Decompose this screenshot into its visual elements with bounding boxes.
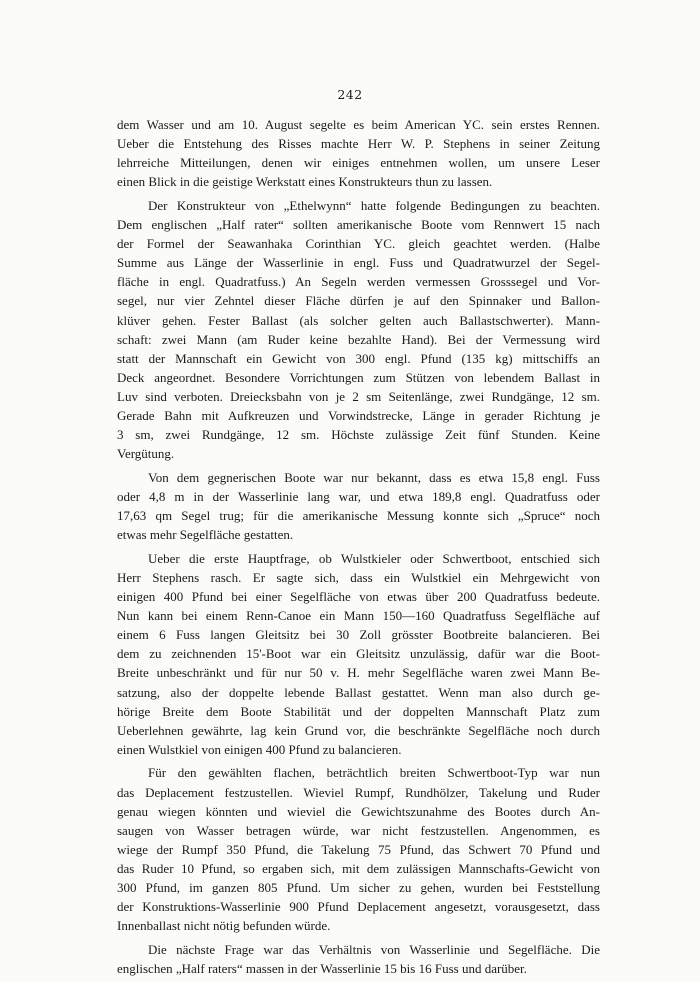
text-line: fläche in engl. Quadratfuss.) An Segeln werden vermessen Grosssegel und Vor-	[117, 274, 600, 290]
text-line: einem 6 Fuss langen Gleitsitz bei 30 Zoll grösster Bootbreite balancieren. Bei	[117, 627, 600, 643]
text-line: satzung, also der doppelte lebende Ballast gestattet. Wenn man also durch ge-	[117, 684, 600, 700]
text-line: Ueber die Entstehung des Risses machte Herr W. P. Stephens in seiner Zeitung	[117, 136, 600, 152]
text-line: etwas mehr Segelfläche gestatten.	[117, 527, 294, 543]
text-line: Von dem gegnerischen Boote war nur bekannt, dass es etwa 15,8 engl. Fuss	[148, 469, 600, 485]
text-line: einen Wulstkiel von einigen 400 Pfund zu balancieren.	[117, 741, 402, 757]
text-line: Deck angeordnet. Besondere Vorrichtungen zum Stützen von lebendem Ballast in	[117, 369, 600, 385]
paragraph	[117, 115, 600, 191]
text-line: saugen von Wasser betragen würde, war nicht festzustellen. Angenommen, es	[117, 822, 600, 838]
text-line: Für den gewählten flachen, beträchtlich breiten Schwertboot-Typ war nun	[148, 765, 600, 781]
text-line: Innenballast nicht nötig befunden würde.	[117, 918, 331, 934]
text-line: schaft: zwei Mann (am Ruder keine bezahlte Hand). Bei der Vermessung wird	[117, 331, 600, 347]
text-line: das Deplacement festzustellen. Wieviel Rumpf, Rundhölzer, Takelung und Ruder	[117, 784, 600, 800]
page-number: 242	[337, 87, 363, 102]
text-line: einigen 400 Pfund bei einer Segelfläche von etwas über 200 Quadratfuss bedeute.	[117, 589, 600, 605]
text-line: Herr Stephens rasch. Er sagte sich, dass ein Wulstkiel ein Mehrgewicht von	[117, 569, 600, 585]
text-line: das Ruder 10 Pfund, so ergaben sich, mit dem zulässigen Mannschafts-Gewicht von	[117, 860, 600, 876]
text-line: Die nächste Frage war das Verhältnis von Wasserlinie und Segelfläche. Die	[148, 941, 600, 957]
text-line: englischen „Half raters“ massen in der Wasserlinie 15 bis 16 Fuss und darüber.	[117, 961, 527, 976]
text-line: genau wiegen könnten und wieviel die Gewichtszunahme des Bootes durch An-	[117, 803, 600, 819]
text-body	[117, 115, 600, 983]
paragraph	[117, 468, 600, 544]
text-line: Gerade Bahn mit Aufkreuzen und Vorwindstrecke, Länge in gerader Richtung je	[117, 408, 600, 423]
text-line: der Konstruktions-Wasserlinie 900 Pfund Deplacement angesetzt, vorausgesetzt, dass	[117, 899, 600, 915]
text-line: 3 sm, zwei Rundgänge, 12 sm. Höchste zulässige Zeit fünf Stunden. Keine	[117, 427, 600, 443]
paragraph	[117, 940, 600, 978]
text-line: dem Wasser und am 10. August segelte es beim American YC. sein erstes Rennen.	[117, 117, 600, 132]
text-line: der Formel der Seawanhaka Corinthian YC. gleich geachtet werden. (Halbe	[117, 236, 600, 252]
text-line: oder 4,8 m in der Wasserlinie lang war, und etwa 189,8 engl. Quadratfuss oder	[117, 488, 600, 504]
text-line: Vergütung.	[117, 446, 175, 462]
text-line: hörige Breite dem Boote Stabilität und der doppelten Mannschaft Platz zum	[117, 703, 600, 719]
text-line: dem zu zeichnenden 15'-Boot war ein Gleitsitz unzulässig, dafür war die Boot-	[117, 646, 600, 662]
paragraph	[117, 763, 600, 935]
text-line: Nun kann bei einem Renn-Canoe ein Mann 150—160 Quadratfuss Segelfläche auf	[117, 608, 600, 624]
text-line: statt der Mannschaft ein Gewicht von 300 engl. Pfund (135 kg) mittschiffs an	[117, 350, 600, 366]
text-line: Dem englischen „Half rater“ sollten amerikanische Boote vom Rennwert 15 nach	[117, 217, 600, 233]
text-line: Breite unbeschränkt und für nur 50 v. H. mehr Segelfläche waren zwei Mann Be-	[117, 665, 600, 681]
text-line: Der Konstrukteur von „Ethelwynn“ hatte folgende Bedingungen zu beachten.	[148, 197, 600, 213]
paragraph	[117, 196, 600, 463]
text-line: einen Blick in die geistige Werkstatt eines Konstrukteurs thun zu lassen.	[117, 174, 493, 190]
text-line: segel, nur vier Zehntel dieser Fläche dürfen je auf den Spinnaker und Ballon-	[117, 293, 600, 309]
paragraph	[117, 549, 600, 759]
text-line: 300 Pfund, im ganzen 805 Pfund. Um sicher zu gehen, wurden bei Feststellung	[117, 880, 600, 896]
text-line: 17,63 qm Segel trug; für die amerikanische Messung konnte sich „Spruce“ noch	[117, 508, 600, 524]
text-line: lehrreiche Mitteilungen, denen wir einiges entnehmen wollen, um unsere Leser	[117, 155, 600, 171]
text-line: Luv sind verboten. Dreiecksbahn von je 2 sm Seitenlänge, zwei Rundgänge, 12 sm.	[117, 388, 600, 404]
text-line: klüver gehen. Fester Ballast (als solcher gelten auch Ballastschwerter). Mann-	[117, 312, 600, 328]
text-line: Summe aus Länge der Wasserlinie in engl. Fuss und Quadratwurzel der Segel-	[117, 255, 600, 271]
text-line: Ueberlehnen gewährte, lag kein Grund vor, die beschränkte Segelfläche noch durch	[117, 722, 600, 738]
text-line: Ueber die erste Hauptfrage, ob Wulstkieler oder Schwertboot, entschied sich	[148, 550, 600, 566]
text-line: wiege der Rumpf 350 Pfund, die Takelung 75 Pfund, das Schwert 70 Pfund und	[117, 841, 600, 857]
